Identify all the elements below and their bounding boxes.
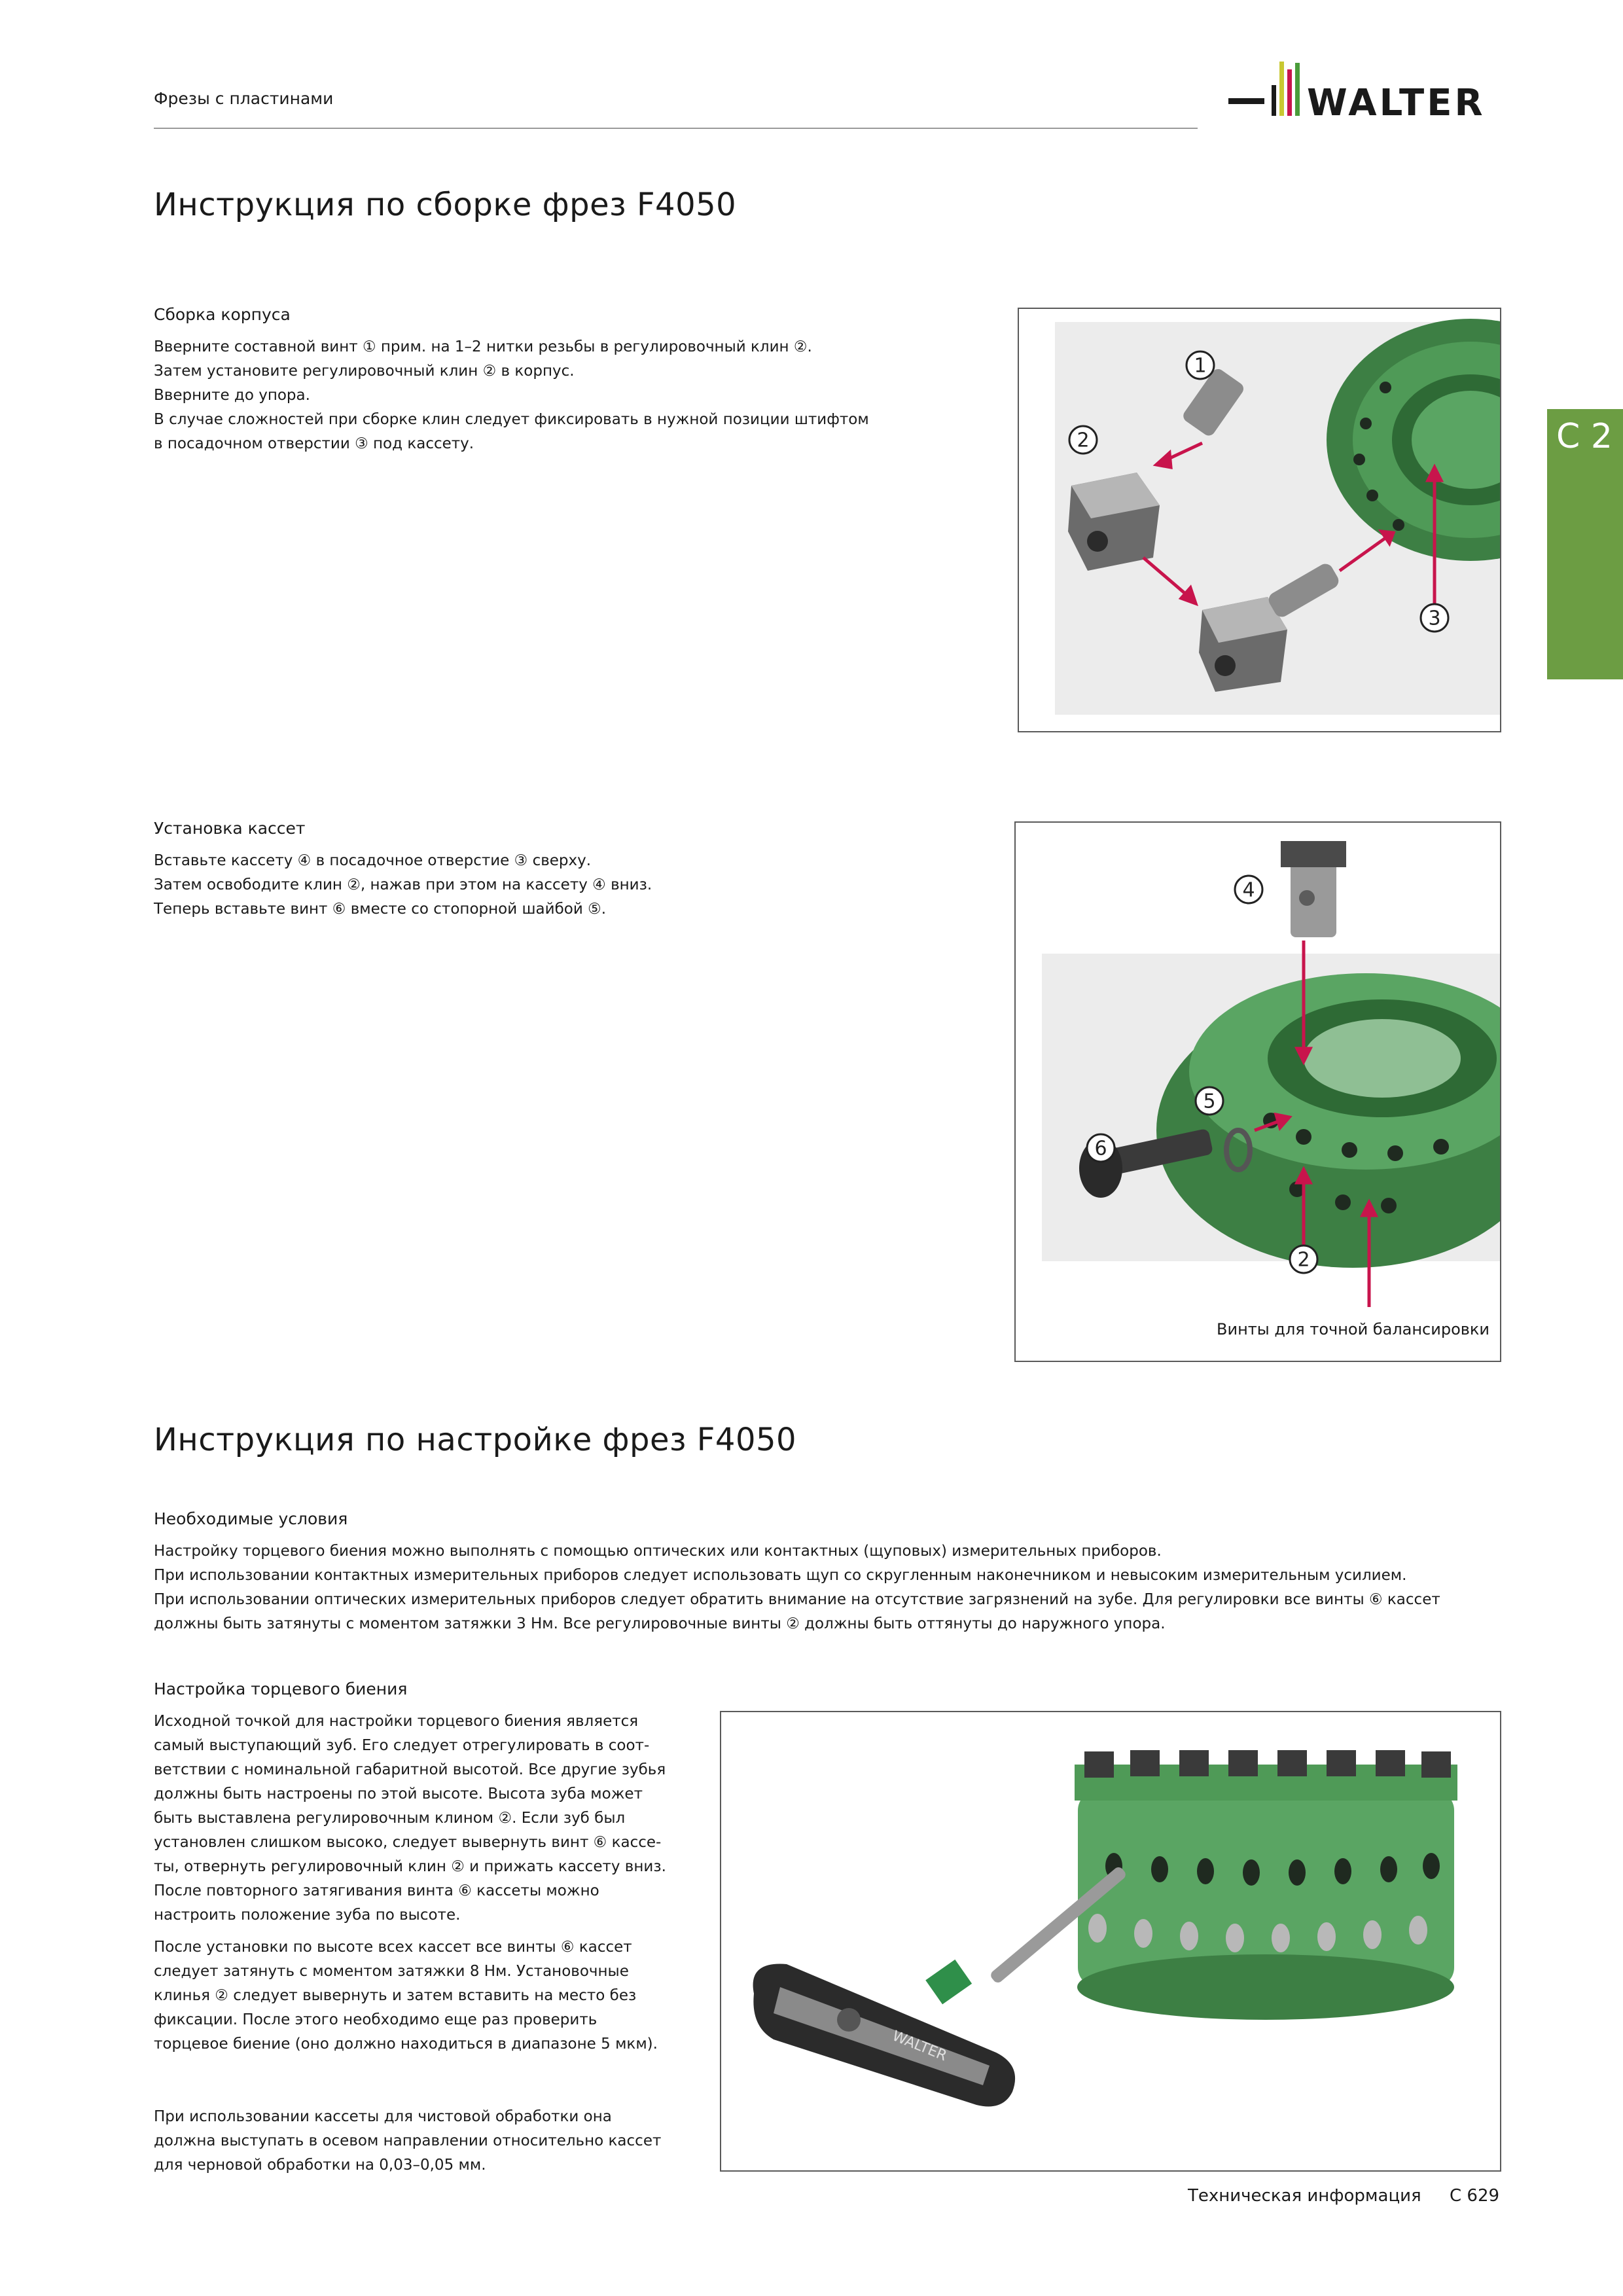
runout-line: быть выставлена регулировочным клином ②. Если зуб был bbox=[154, 1810, 626, 1827]
requirements-line: При использовании оптических измерительных приборов следует обратить внимание на отсутствие загрязнений на зубе. Для регулировки все винты ⑥ кассет bbox=[154, 1591, 1440, 1608]
runout-line: должны быть настроены по этой высоте. Высота зуба может bbox=[154, 1785, 643, 1803]
running-header: Фрезы с пластинами bbox=[154, 89, 334, 108]
runout-paragraph-2 bbox=[154, 1935, 710, 2056]
svg-text:6: 6 bbox=[1094, 1137, 1107, 1160]
body-assembly-line: В случае сложностей при сборке клин следует фиксировать в нужной позиции штифтом bbox=[154, 411, 869, 428]
svg-text:4: 4 bbox=[1242, 878, 1255, 902]
requirements-line: Настройку торцевого биения можно выполнять с помощью оптических или контактных (щуповых) измерительных приборов. bbox=[154, 1543, 1162, 1560]
cassette-install-illustration bbox=[1016, 823, 1500, 1361]
part-marker-3 bbox=[1421, 604, 1448, 632]
assembly-heading: Инструкция по сборке фрез F4050 bbox=[154, 187, 737, 223]
requirements-text bbox=[154, 1539, 1515, 1636]
wrench-brand-text: WALTER bbox=[889, 2028, 950, 2065]
runout-line: После повторного затягивания винта ⑥ кассеты можно bbox=[154, 1882, 599, 1899]
chapter-tab bbox=[1547, 409, 1623, 679]
runout-line: торцевое биение (оно должно находиться в диапазоне 5 мкм). bbox=[154, 2036, 658, 2053]
svg-text:3: 3 bbox=[1428, 607, 1441, 630]
runout-paragraph-3 bbox=[154, 2105, 710, 2178]
part-marker-6 bbox=[1087, 1134, 1115, 1162]
body-assembly-line: Затем установите регулировочный клин ② в корпус. bbox=[154, 363, 575, 380]
svg-text:2: 2 bbox=[1077, 429, 1090, 452]
cassette-install-text bbox=[154, 849, 972, 922]
runout-figure bbox=[720, 1711, 1501, 2172]
runout-line: установлен слишком высоко, следует вывернуть винт ⑥ кассе- bbox=[154, 1834, 662, 1851]
runout-line: клинья ② следует вывернуть и затем вставить на место без bbox=[154, 1987, 637, 2004]
cassette-install-subheading: Установка кассет bbox=[154, 819, 306, 838]
svg-text:2: 2 bbox=[1297, 1248, 1310, 1272]
chapter-tab-label: C 2 bbox=[1556, 417, 1613, 456]
runout-line: для черновой обработки на 0,03–0,05 мм. bbox=[154, 2157, 486, 2174]
cassette-install-line: Теперь вставьте винт ⑥ вместе со стопорной шайбой ⑤. bbox=[154, 901, 607, 918]
header-divider bbox=[154, 128, 1198, 129]
logo-text: WALTER bbox=[1307, 82, 1486, 124]
runout-line: должна выступать в осевом направлении относительно кассет bbox=[154, 2132, 662, 2149]
body-assembly-text bbox=[154, 335, 1005, 456]
runout-line: ветствии с номинальной габаритной высотой. Все другие зубья bbox=[154, 1761, 666, 1778]
runout-line: При использовании кассеты для чистовой обработки она bbox=[154, 2108, 612, 2125]
cassette-install-line: Затем освободите клин ②, нажав при этом на кассету ④ вниз. bbox=[154, 876, 652, 893]
part-marker-1 bbox=[1186, 351, 1214, 379]
runout-line: самый выступающий зуб. Его следует отрегулировать в соот- bbox=[154, 1737, 650, 1754]
runout-line: ты, отвернуть регулировочный клин ② и прижать кассету вниз. bbox=[154, 1858, 666, 1875]
runout-line: следует затянуть с моментом затяжки 8 Нм. Установочные bbox=[154, 1963, 629, 1980]
body-assembly-illustration bbox=[1019, 309, 1500, 731]
part-marker-5 bbox=[1196, 1087, 1223, 1115]
body-assembly-line: Вверните до упора. bbox=[154, 387, 310, 404]
svg-text:5: 5 bbox=[1203, 1090, 1216, 1113]
cassette-install-line: Вставьте кассету ④ в посадочное отверстие ③ сверху. bbox=[154, 852, 592, 869]
runout-subheading: Настройка торцевого биения bbox=[154, 1679, 408, 1698]
svg-text:1: 1 bbox=[1194, 354, 1207, 378]
runout-paragraph-1 bbox=[154, 1710, 710, 1928]
balancing-screws-caption: Винты для точной балансировки bbox=[1217, 1320, 1489, 1338]
runout-text bbox=[154, 1710, 710, 2178]
runout-line: настроить положение зуба по высоте. bbox=[154, 1907, 461, 1924]
part-marker-2 bbox=[1290, 1246, 1317, 1273]
part-marker-4 bbox=[1235, 876, 1262, 903]
body-assembly-line: в посадочном отверстии ③ под кассету. bbox=[154, 435, 474, 452]
setup-heading: Инструкция по настройке фрез F4050 bbox=[154, 1422, 797, 1458]
cassette-install-figure bbox=[1014, 821, 1501, 1362]
requirements-line: должны быть затянуты с моментом затяжки 3 Нм. Все регулировочные винты ② должны быть оттянуты до наружного упора. bbox=[154, 1615, 1166, 1632]
runout-illustration bbox=[721, 1712, 1500, 2170]
body-assembly-line: Вверните составной винт ① прим. на 1–2 нитки резьбы в регулировочный клин ②. bbox=[154, 338, 812, 355]
footer-section-label: Техническая информация bbox=[1188, 2186, 1421, 2206]
body-assembly-figure bbox=[1018, 308, 1501, 732]
runout-line: Исходной точкой для настройки торцевого биения является bbox=[154, 1713, 639, 1730]
requirements-line: При использовании контактных измерительных приборов следует использовать щуп со скругленным наконечником и невысоким измерительным усилием. bbox=[154, 1567, 1407, 1584]
runout-line: После установки по высоте всех кассет все винты ⑥ кассет bbox=[154, 1939, 632, 1956]
walter-logo bbox=[1227, 60, 1502, 131]
page-number: C 629 bbox=[1450, 2186, 1500, 2206]
part-marker-2 bbox=[1069, 426, 1097, 454]
runout-line: фиксации. После этого необходимо еще раз проверить bbox=[154, 2011, 597, 2028]
requirements-subheading: Необходимые условия bbox=[154, 1509, 348, 1528]
body-assembly-subheading: Сборка корпуса bbox=[154, 305, 291, 324]
